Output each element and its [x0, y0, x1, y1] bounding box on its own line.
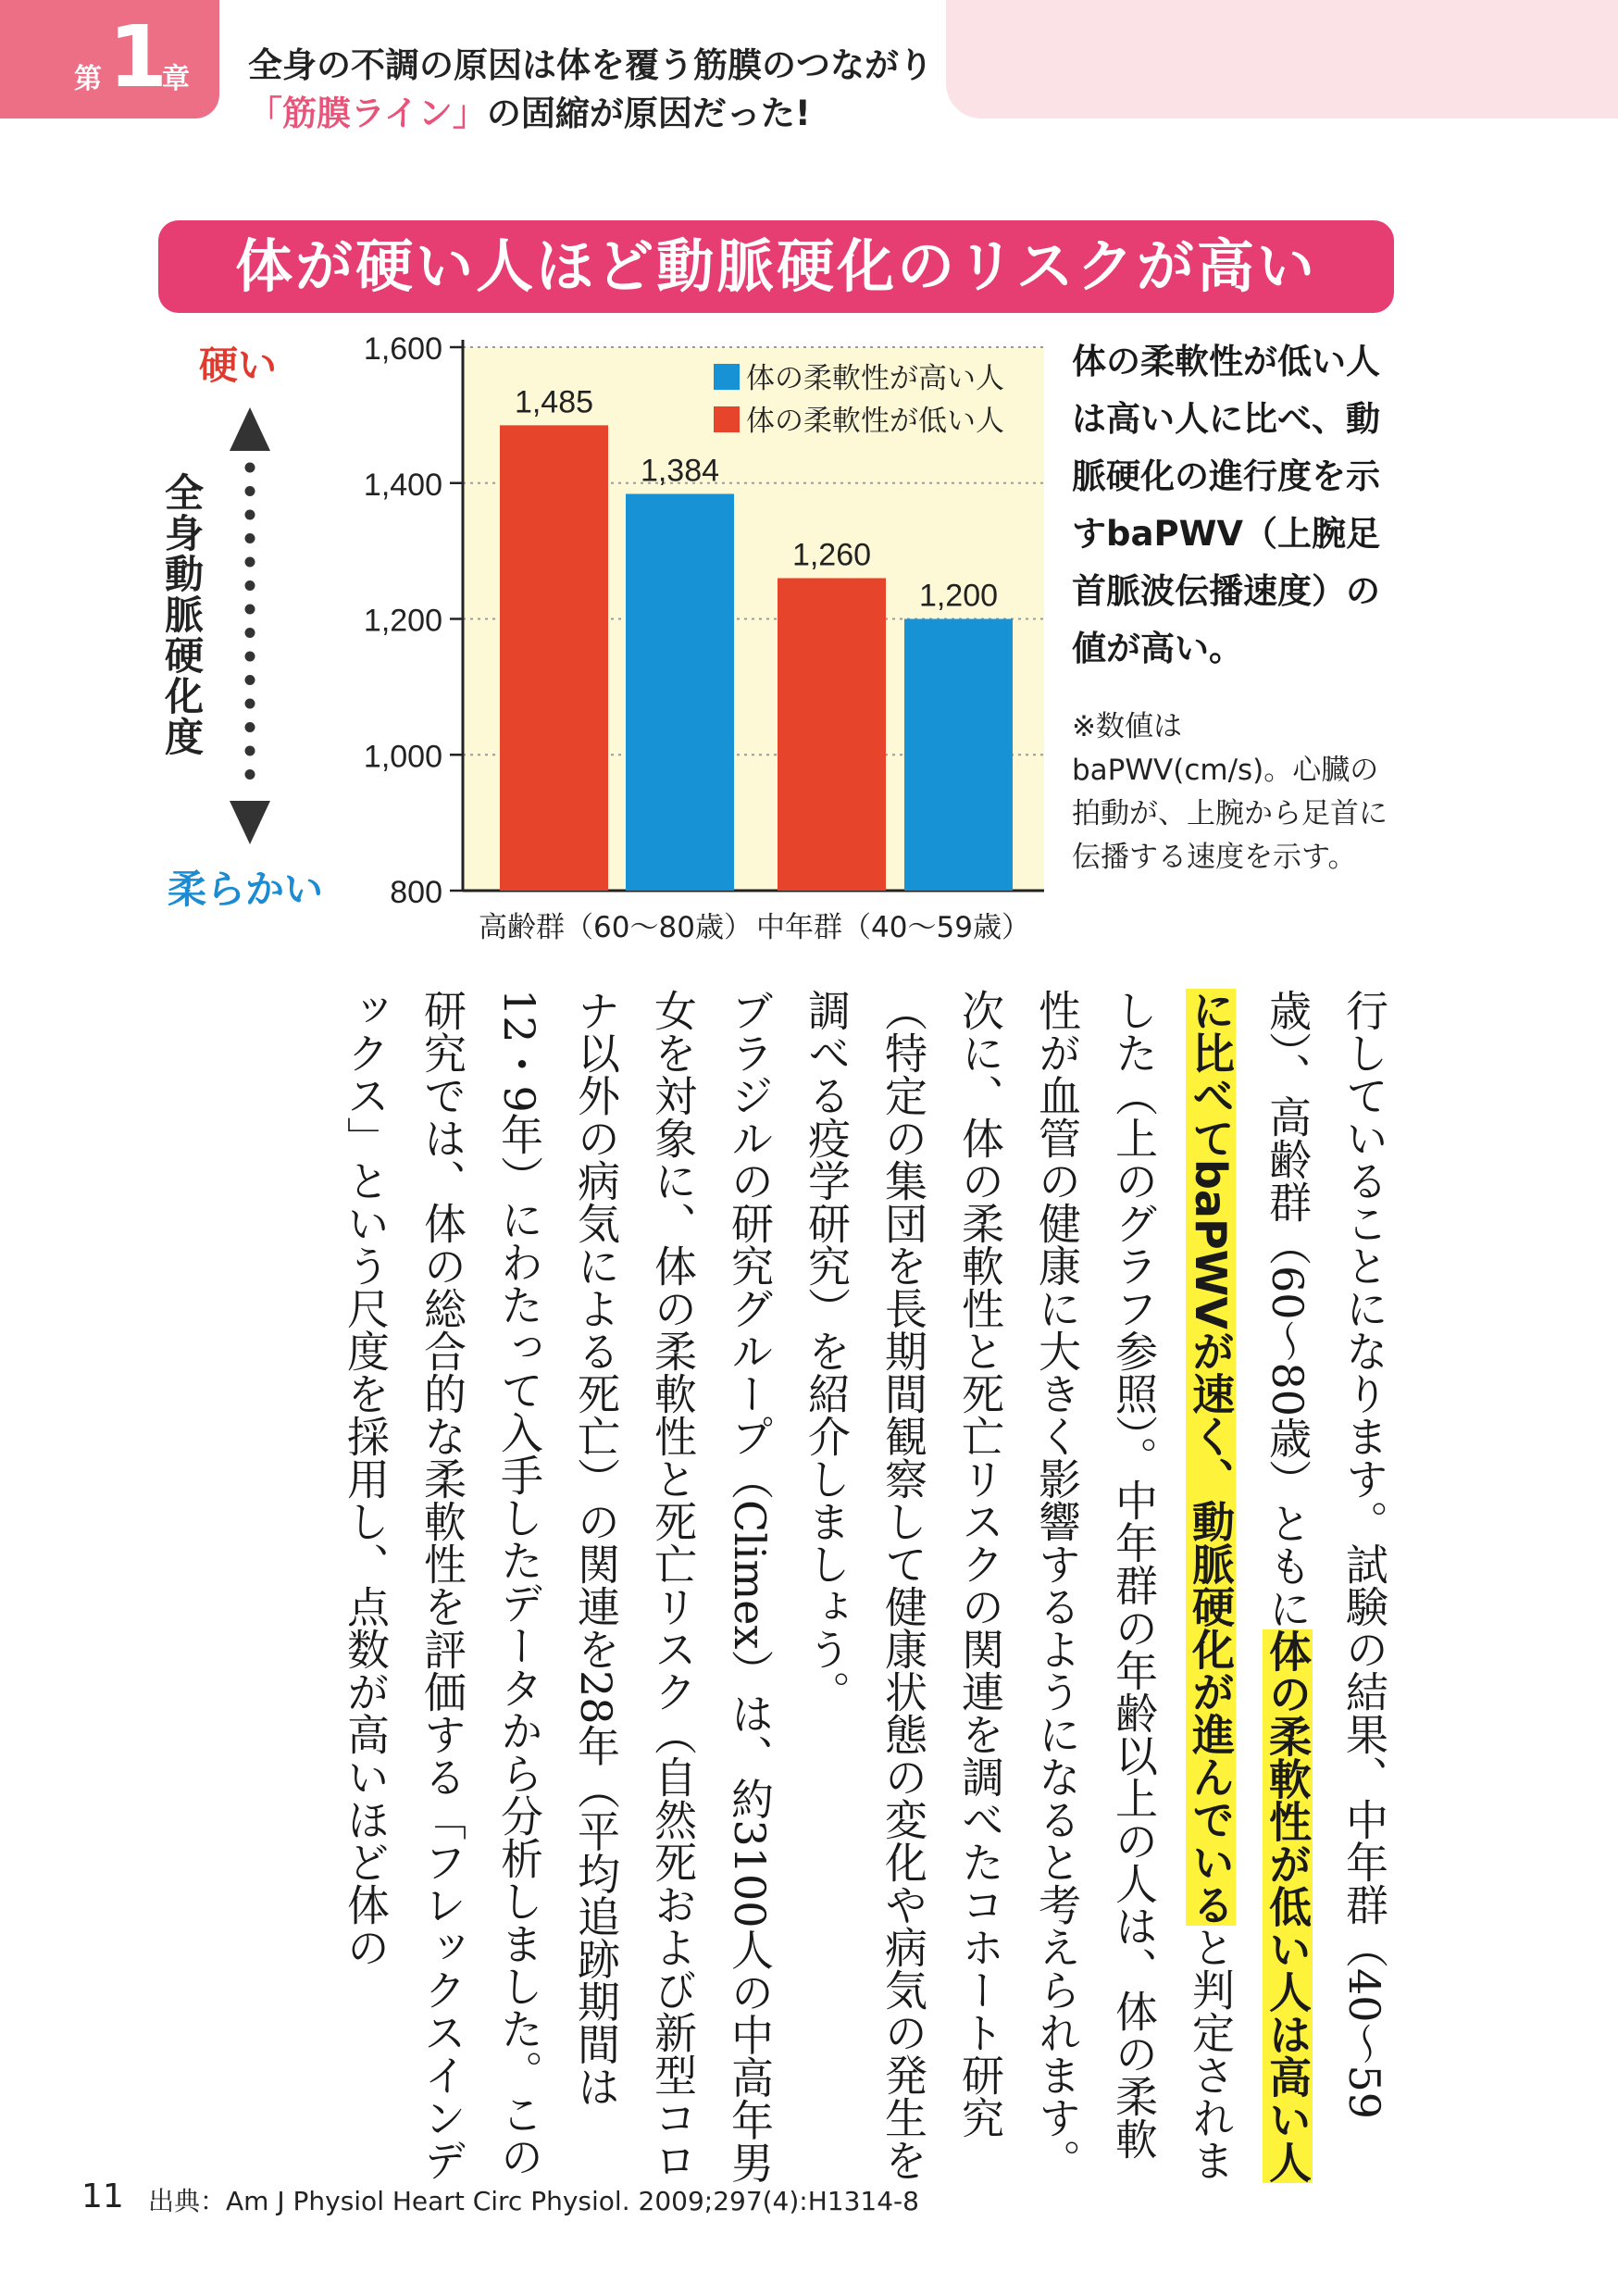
y-tick-label: 1,400: [363, 467, 442, 503]
legend-swatch: [714, 364, 740, 390]
bar: [626, 493, 734, 891]
arrow-dot: [245, 486, 255, 496]
body-paragraph-1: [1018, 989, 1402, 2185]
arrow-dot: [245, 463, 255, 473]
x-category-label: 中年群（40〜59歳）: [756, 911, 1030, 944]
bar: [904, 619, 1013, 892]
header-title-rest: の固縮が原因だった!: [486, 94, 811, 133]
source-citation: 出典：Am J Physiol Heart Circ Physiol. 2009;297(4):H1314-8: [148, 2186, 919, 2216]
legend-swatch: [714, 406, 740, 432]
bar: [500, 425, 608, 891]
body-paragraph-3: ブラジルの研究グループ（Climex）は、約3100人の中高年男女を対象に、体の柔軟性と死亡リスク（自然死および新型コロナ以外の病気による死亡）の関連を28年（平均追跡期間は12・9年）にわたって入手したデータから分析しました。この研究では、体の総合的な柔軟性を評価する「フレックスインデックス」という尺度を採用し、点数が高いほど体の: [341, 989, 775, 2184]
header-title-line1: 全身の不調の原因は体を覆う筋膜のつながり: [248, 45, 933, 85]
arrow-dot: [245, 675, 255, 685]
y-top-label: 硬い: [199, 343, 278, 388]
chart-caption: 体の柔軟性が低い人は高い人に比べ、動脈硬化の進行度を示すbaPWV（上腕足首脈波伝播速度）の値が高い。: [1072, 342, 1381, 668]
arrow-up-icon: [230, 407, 270, 451]
arrow-dot: [245, 510, 255, 520]
body-p1-start: 行していることになります。試験の結果、中年群（40〜59歳）、高齢群（60〜80歳）ともに: [1263, 989, 1389, 2120]
chart-footnote: ※数値はbaPWV(cm/s)。心臓の拍動が、上腕から足首に伝播する速度を示す。: [1072, 710, 1388, 874]
arrow-dot: [245, 533, 255, 543]
x-category-label: 高齢群（60〜80歳）: [479, 911, 753, 944]
y-tick-label: 1,200: [363, 603, 442, 639]
body-highlight: 体の柔軟性が低い人は高い人に比べてbaPWVが速く、動脈硬化が進んでいる: [1186, 989, 1313, 2184]
arrow-dot: [245, 722, 255, 732]
page-number: 11: [81, 2177, 124, 2215]
arrow-dot: [245, 557, 255, 568]
legend-label: 体の柔軟性が高い人: [746, 362, 1004, 395]
arrow-down-icon: [230, 801, 270, 844]
chapter-suffix: 章: [162, 63, 190, 95]
y-tick-label: 1,600: [363, 331, 442, 367]
header-highlight: 「筋膜ライン」: [248, 94, 487, 133]
arrow-dot: [245, 605, 255, 615]
arrow-dot: [245, 769, 255, 780]
y-tick-label: 800: [390, 875, 442, 910]
bar-value-label: 1,485: [514, 384, 594, 420]
arrow-dot: [245, 746, 255, 756]
chapter-number: 1: [108, 7, 168, 106]
chapter-prefix: 第: [74, 63, 102, 95]
y-axis-label: 全身動脈硬化度: [159, 472, 205, 757]
y-bottom-label: 柔らかい: [168, 867, 324, 912]
arrow-dot: [245, 699, 255, 709]
arrow-dot: [245, 652, 255, 662]
arrow-dot: [245, 628, 255, 638]
bar-value-label: 1,384: [640, 453, 720, 489]
bar-value-label: 1,200: [918, 578, 999, 614]
body-paragraph-2: 次に、体の柔軟性と死亡リスクの関連を調べたコホート研究（特定の集団を長期間観察して健康状態の変化や病気の発生を調べる疫学研究）を紹介しましょう。: [802, 989, 1005, 2181]
legend-label: 体の柔軟性が低い人: [746, 405, 1004, 438]
y-tick-label: 1,000: [363, 739, 442, 775]
bar: [778, 578, 886, 891]
body-p1-end: と判定されました（上のグラフ参照）。中年群の年齢以上の人は、体の柔軟性が血管の健康に大きく影響するようになると考えられます。: [1032, 989, 1236, 2182]
bar-value-label: 1,260: [791, 537, 872, 573]
body-text: [148, 989, 1402, 2185]
section-banner: 体が硬い人ほど動脈硬化のリスクが高い: [158, 220, 1394, 313]
arrow-dot: [245, 580, 255, 591]
